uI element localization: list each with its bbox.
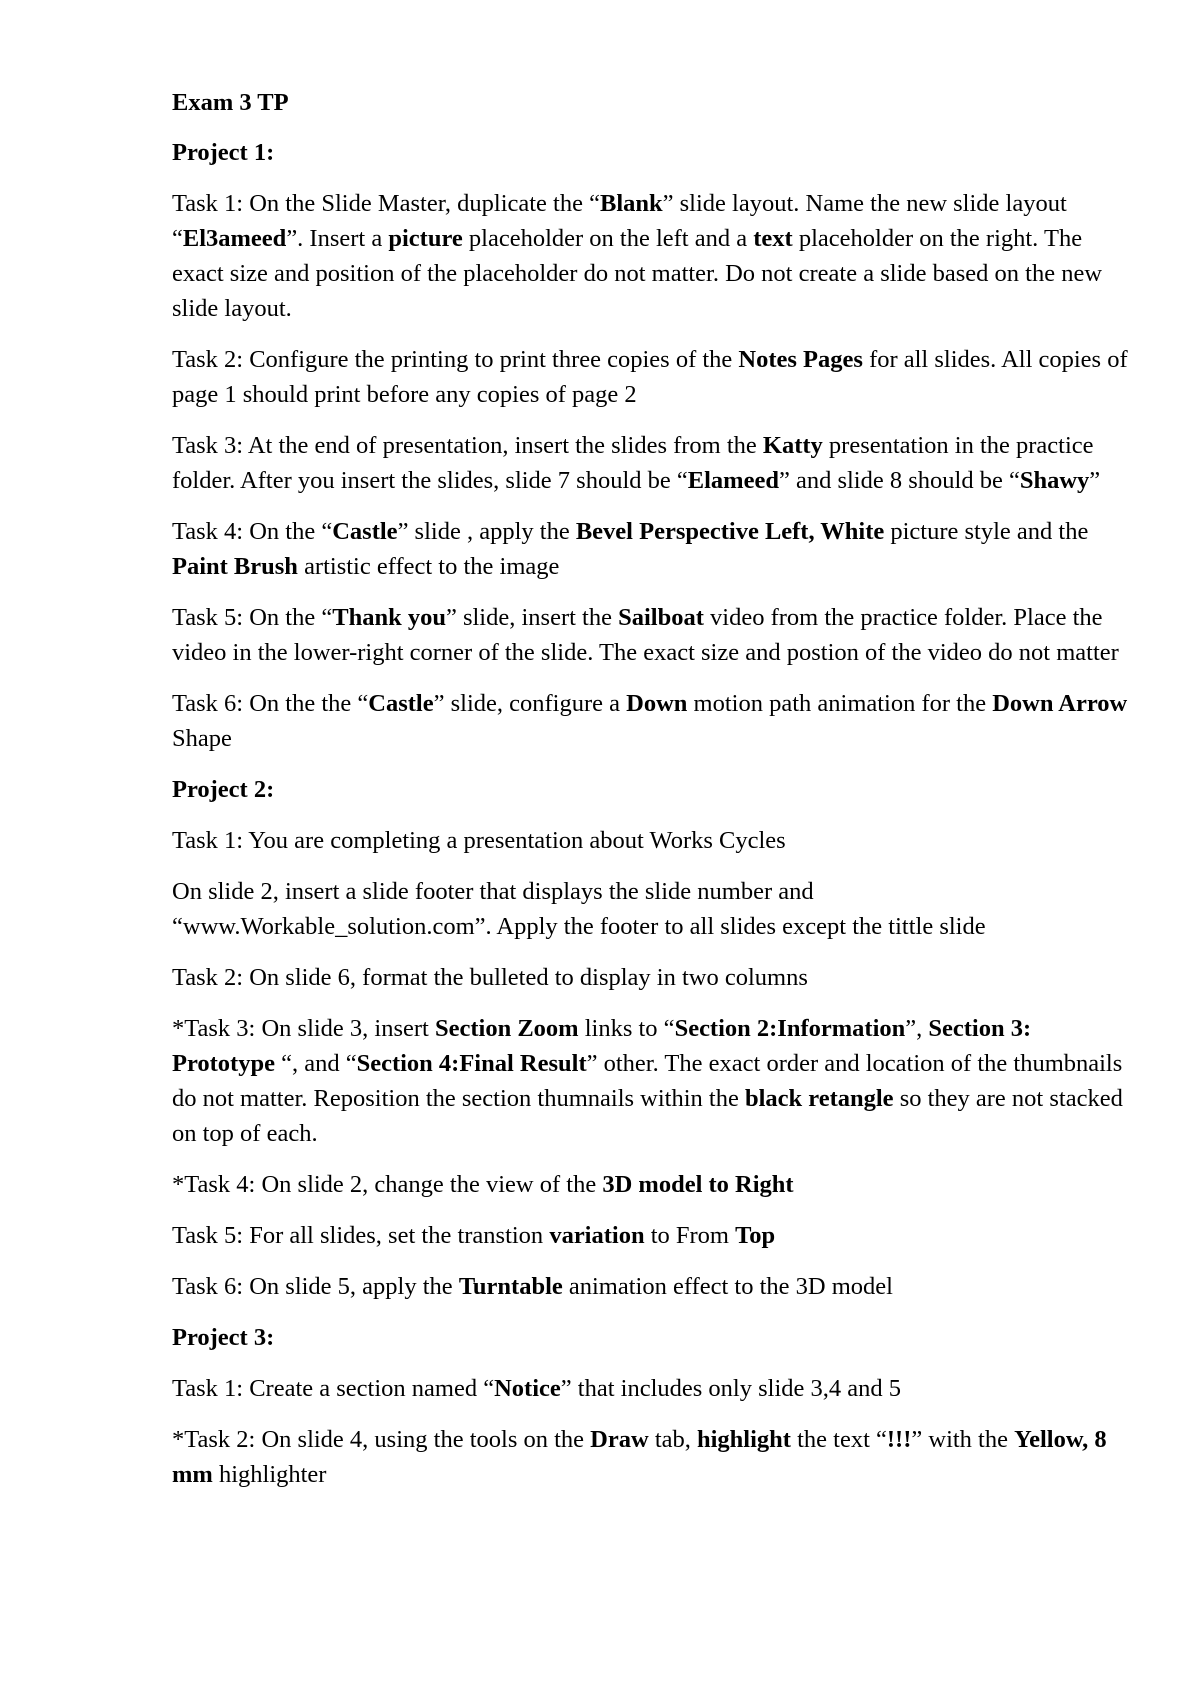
document-title: Exam 3 TP [172, 89, 289, 116]
task-text: ” [1089, 467, 1101, 494]
task-text-bold: Section 4:Final Result [356, 1050, 587, 1077]
task-paragraph [172, 600, 1132, 670]
task-text-bold: highlight [697, 1426, 791, 1453]
task-text: Task 6: On slide 5, apply the [172, 1273, 459, 1300]
task-text: ” other. The exact order and location of the thumbnails do not matter. Reposition the section thumnails within the [172, 1050, 1123, 1112]
task-paragraph [172, 186, 1132, 326]
task-text: so they are not stacked on top of each. [172, 1085, 1123, 1147]
task-text-bold: Down Arrow [992, 690, 1128, 717]
task-text-bold: black retangle [744, 1085, 894, 1112]
task-text-bold: Notes Pages [738, 346, 863, 373]
task-text: *Task 2: On slide 4, using the tools on the [172, 1426, 591, 1453]
task-text: presentation in the practice folder. After you insert the slides, slide 7 should be “ [172, 432, 1094, 494]
task-text: ”. Insert a [286, 225, 389, 252]
task-paragraph [172, 1167, 1132, 1202]
task-text: Task 2: On slide 6, format the bulleted to display in two columns [172, 964, 808, 991]
task-text: Task 1: On the Slide Master, duplicate the “ [172, 190, 600, 217]
project-heading: Project 3: [172, 1324, 275, 1351]
task-text: artistic effect to the image [297, 553, 560, 580]
task-text: ” that includes only slide 3,4 and 5 [560, 1375, 901, 1402]
task-paragraph [172, 428, 1132, 498]
task-text-bold: Section Zoom [435, 1015, 579, 1042]
task-text: On slide 2, insert a slide footer that displays the slide number and “www.Workable_solution.com”. Apply the footer to all slides except the tittle slide [172, 878, 986, 940]
task-paragraph [172, 823, 1132, 858]
task-text-bold: Shawy [1019, 467, 1090, 494]
task-text: Task 2: Configure the printing to print three copies of the [172, 346, 739, 373]
task-text: ” with the [911, 1426, 1015, 1453]
task-paragraph [172, 1269, 1132, 1304]
project-heading: Project 2: [172, 776, 275, 803]
task-paragraph [172, 1011, 1132, 1151]
task-text: Task 4: On the “ [172, 518, 333, 545]
task-text-bold: Yellow, 8 mm [172, 1426, 1107, 1488]
task-text-bold: variation [549, 1222, 645, 1249]
task-text-bold: Blank [599, 190, 663, 217]
task-text: Task 5: For all slides, set the transtion [172, 1222, 550, 1249]
task-text-bold: Down [626, 690, 688, 717]
task-text-bold: Notice [494, 1375, 561, 1402]
task-text: ” slide, configure a [433, 690, 627, 717]
task-text: motion path animation for the [687, 690, 993, 717]
task-text: tab, [648, 1426, 697, 1453]
task-text-bold: text [753, 225, 793, 252]
task-text-bold: Section 2:Information [674, 1015, 906, 1042]
task-text: highlighter [212, 1461, 327, 1488]
task-text: placeholder on the left and a [462, 225, 754, 252]
task-paragraph [172, 960, 1132, 995]
task-text: to From [644, 1222, 736, 1249]
task-text-bold: Top [735, 1222, 776, 1249]
task-paragraph [172, 686, 1132, 756]
task-text: ” slide layout. Name the new slide layout “ [172, 190, 1067, 252]
task-text: links to “ [578, 1015, 675, 1042]
task-text-bold: 3D model to Right [602, 1171, 794, 1198]
task-text-bold: Castle [368, 690, 434, 717]
task-text-bold: Sailboat [618, 604, 704, 631]
task-text: ” and slide 8 should be “ [778, 467, 1020, 494]
task-text-bold: Draw [590, 1426, 649, 1453]
task-text: *Task 4: On slide 2, change the view of the [172, 1171, 603, 1198]
task-paragraph [172, 342, 1132, 412]
task-text: the text “ [790, 1426, 887, 1453]
task-text-bold: Paint Brush [172, 553, 298, 580]
task-text-bold: Castle [332, 518, 398, 545]
task-text-bold: Section 3: Prototype [172, 1015, 1032, 1077]
task-text-bold: Katty [762, 432, 823, 459]
task-text: ”, [905, 1015, 929, 1042]
task-text-bold: Bevel Perspective Left, White [575, 518, 885, 545]
task-text: Task 5: On the “ [172, 604, 333, 631]
task-text: Task 3: At the end of presentation, insert the slides from the [172, 432, 763, 459]
task-text: Task 1: You are completing a presentation about Works Cycles [172, 827, 786, 854]
task-text-bold: Turntable [458, 1273, 563, 1300]
task-text: ” slide , apply the [397, 518, 576, 545]
task-text: “, and “ [274, 1050, 357, 1077]
task-text: for all slides. All copies of page 1 should print before any copies of page 2 [172, 346, 1128, 408]
document-body [172, 85, 1132, 1508]
project-heading: Project 1: [172, 139, 275, 166]
task-text: Task 1: Create a section named “ [172, 1375, 495, 1402]
task-text: animation effect to the 3D model [562, 1273, 893, 1300]
task-text: ” slide, insert the [445, 604, 619, 631]
task-paragraph [172, 1218, 1132, 1253]
task-text: video from the practice folder. Place the video in the lower-right corner of the slide. The exact size and postion of the video do not matter [172, 604, 1119, 666]
task-text: *Task 3: On slide 3, insert [172, 1015, 435, 1042]
task-text: picture style and the [884, 518, 1089, 545]
task-text-bold: picture [388, 225, 463, 252]
task-paragraph [172, 1422, 1132, 1492]
task-text: Shape [172, 725, 232, 752]
task-text: Task 6: On the the “ [172, 690, 369, 717]
task-text: placeholder on the right. The exact size and position of the placeholder do not matter. Do not create a slide based on the new slide layout. [172, 225, 1103, 322]
task-text-bold: !!! [886, 1426, 912, 1453]
task-paragraph [172, 514, 1132, 584]
task-paragraph [172, 874, 1132, 944]
task-paragraph [172, 1371, 1132, 1406]
task-text-bold: Thank you [332, 604, 446, 631]
task-text-bold: El3ameed [182, 225, 287, 252]
task-text-bold: Elameed [687, 467, 779, 494]
